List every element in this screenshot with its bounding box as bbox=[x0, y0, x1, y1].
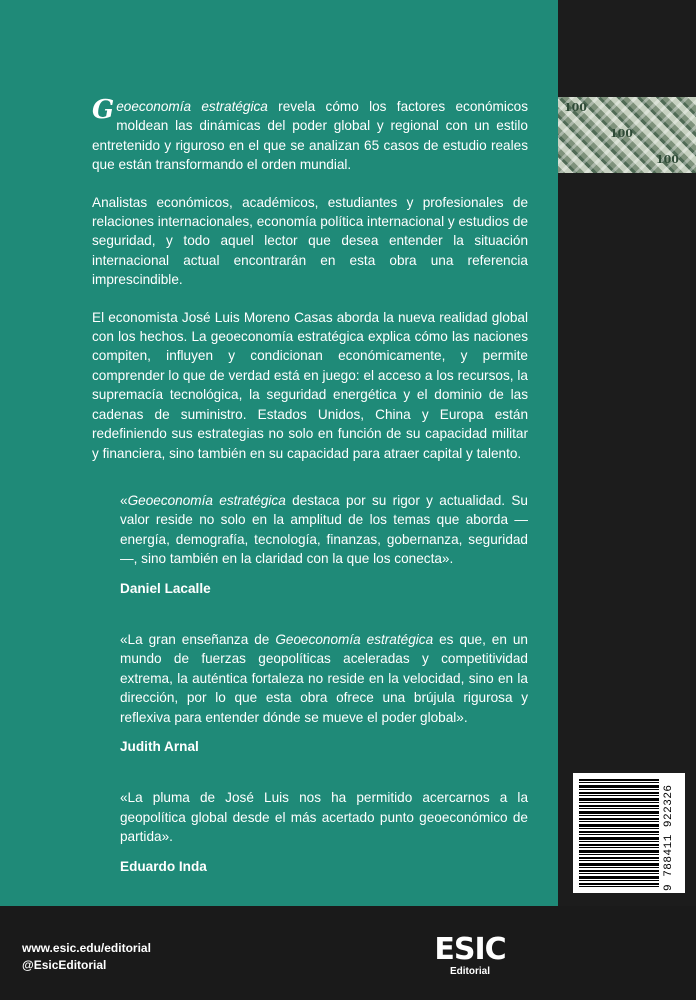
quote-title-italic: Geoeconomía estratégica bbox=[127, 492, 286, 508]
testimonial-quote bbox=[120, 491, 528, 569]
isbn-number: 9 788411 922326 bbox=[663, 784, 675, 891]
footer-bar bbox=[0, 906, 696, 1000]
barcode-bars bbox=[579, 779, 659, 887]
banknote-denomination: 100 bbox=[656, 153, 679, 166]
quote-text: destaca por su rigor y actualidad. Su valor reside no solo en la amplitud de los temas que aborda —energía, demografía, tecnología, finanzas, gobernanza, seguridad—, sino también en la claridad con la que los conecta». bbox=[120, 492, 528, 567]
back-cover-text bbox=[92, 97, 528, 908]
audience-paragraph: Analistas económicos, académicos, estudiantes y profesionales de relaciones internacionales, economía política internacional y estudios de seguridad, y todo aquel lector que desea entender la situación internacional actual encontrarán en esta obra una referencia imprescindible. bbox=[92, 194, 529, 288]
testimonial-author: Daniel Lacalle bbox=[120, 580, 211, 596]
website-link[interactable]: www.esic.edu/editorial bbox=[22, 941, 151, 955]
isbn-barcode bbox=[573, 773, 685, 893]
publisher-contact bbox=[22, 940, 151, 974]
quote-text: «La pluma de José Luis nos ha permitido acercarnos a la geopolítica global desde el más acertado punto geoeconómico de partida». bbox=[120, 790, 528, 845]
logo-subtitle: Editorial bbox=[449, 966, 490, 977]
testimonial-quote bbox=[120, 630, 528, 727]
author-paragraph: El economista José Luis Moreno Casas aborda la nueva realidad global con los hechos. La geoeconomía estratégica explica cómo las naciones compiten, influyen y condicionan económicamente, y permite comprender lo que de verdad está en juego: el acceso a los recursos, la supremacía tecnológica, la seguridad energética y el dominio de las cadenas de suministro. Estados Unidos, China y Europa están redefiniendo sus estrategias no solo en función de su capacidad militar y financiera, sino también en su capacidad para atraer capital y talento. bbox=[92, 309, 528, 461]
banknote-denomination: 100 bbox=[564, 101, 587, 114]
banknote-denomination: 100 bbox=[610, 127, 633, 140]
intro-paragraph bbox=[92, 97, 528, 175]
logo-wordmark: ESIC bbox=[434, 932, 506, 967]
social-handle[interactable]: @EsicEditorial bbox=[22, 958, 107, 972]
intro-paragraph-text: revela cómo los factores económicos moldean las dinámicas del poder global y regional con un estilo entretenido y riguroso en el que se analizan 65 casos de estudio reales que están transformando el orden mundial. bbox=[92, 99, 528, 173]
testimonials bbox=[120, 491, 528, 876]
banknote-image bbox=[558, 97, 696, 173]
testimonial-author: Eduardo Inda bbox=[120, 858, 207, 874]
quote-text: « bbox=[120, 492, 128, 508]
testimonial-author: Judith Arnal bbox=[120, 738, 199, 754]
quote-text: es que, en un mundo de fuerzas geopolíticas aceleradas y competitividad extrema, la auténtica fortaleza no reside en la velocidad, sino en la dirección, por lo que esta obra ofrece una brújula rigurosa y reflexiva para entender dónde se mueve el poder global». bbox=[120, 631, 528, 725]
quote-title-italic: Geoeconomía estratégica bbox=[275, 631, 434, 647]
testimonial-quote bbox=[120, 788, 528, 846]
esic-logo bbox=[430, 934, 510, 986]
quote-text: «La gran enseñanza de bbox=[120, 631, 276, 647]
book-title-italic: Geoeconomía estratégica bbox=[92, 95, 268, 125]
